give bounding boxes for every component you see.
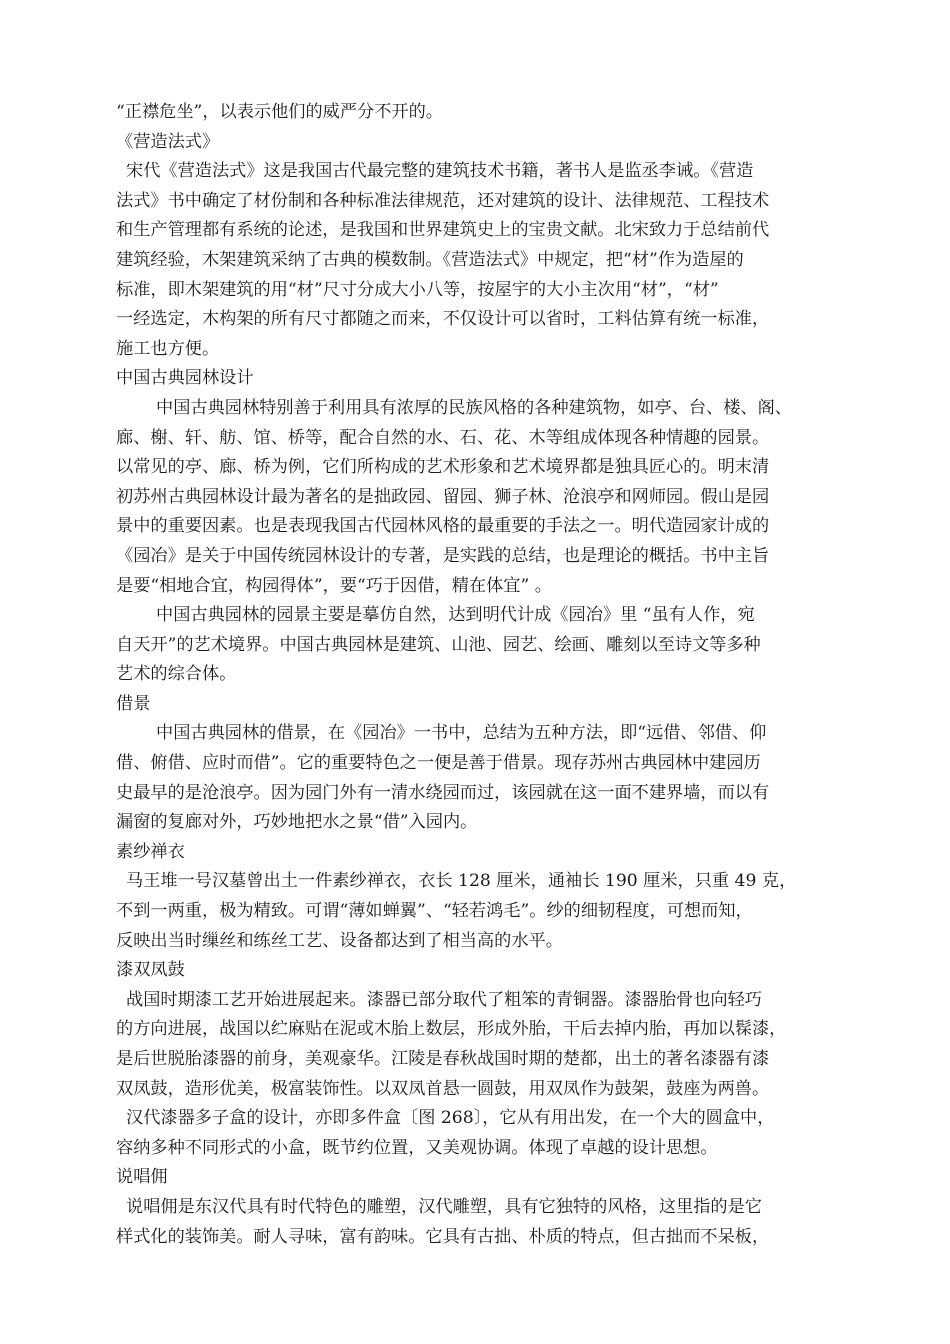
text-line: 《园冶》是关于中国传统园林设计的专著，是实践的总结，也是理论的概括。书中主旨 xyxy=(116,545,770,566)
paragraph xyxy=(116,867,864,956)
document-section xyxy=(116,98,864,128)
text-line: 景中的重要因素。也是表现我国古代园林风格的最重要的手法之一。明代造园家计成的 xyxy=(116,516,770,537)
text-line: 中国古典园林的园景主要是摹仿自然，达到明代计成《园冶》里 “虽有人作，宛 xyxy=(156,605,755,626)
text-line: “正襟危坐”，以表示他们的威严分不开的。 xyxy=(116,102,443,122)
text-line: 宋代《营造法式》这是我国古代最完整的建筑技术书籍，著书人是监丞李诫。《营造 xyxy=(126,161,754,182)
text-line: 说唱佣是东汉代具有时代特色的雕塑，汉代雕塑，具有它独特的风格，这里指的是它 xyxy=(126,1196,762,1217)
document-section xyxy=(116,1163,864,1252)
paragraph xyxy=(116,1104,864,1163)
section-heading: 漆双凤鼓 xyxy=(116,960,185,981)
section-heading: 借景 xyxy=(116,693,151,714)
paragraph xyxy=(116,1193,864,1252)
text-line: 漏窗的复廊对外，巧妙地把水之景“借”入园内。 xyxy=(116,812,478,833)
text-line: 样式化的装饰美。耐人寻味，富有韵味。它具有古拙、朴质的特点，但古拙而不呆板， xyxy=(116,1226,770,1247)
text-line: 和生产管理都有系统的论述，是我国和世界建筑史上的宝贵文献。北宋致力于总结前代 xyxy=(116,220,770,241)
paragraph xyxy=(116,986,864,1104)
section-heading: 中国古典园林设计 xyxy=(116,368,254,389)
paragraph xyxy=(116,98,864,128)
document-section xyxy=(116,690,864,838)
section-heading: 《营造法式》 xyxy=(116,131,220,152)
text-line: 自天开”的艺术境界。中国古典园林是建筑、山池、园艺、绘画、雕刻以至诗文等多种 xyxy=(116,634,761,655)
text-line: 中国古典园林特别善于利用具有浓厚的民族风格的各种建筑物，如亭、台、楼、阁、 xyxy=(156,397,792,418)
text-line: 以常见的亭、廊、桥为例，它们所构成的艺术形象和艺术境界都是独具匠心的。明末清 xyxy=(116,457,770,478)
text-line: 初苏州古典园林设计最为著名的是拙政园、留园、狮子林、沧浪亭和网师园。假山是园 xyxy=(116,486,770,507)
text-line: 的方向进展，战国以纻麻贴在泥或木胎上数层，形成外胎，干后去掉内胎，再加以髹漆， xyxy=(116,1019,787,1040)
text-line: 借、俯借、应时而借”。它的重要特色之一便是善于借景。现存苏州古典园林中建园历 xyxy=(116,753,761,774)
paragraph xyxy=(116,601,864,690)
text-line: 是要“相地合宜，构园得体”，要“巧于因借，精在体宜” 。 xyxy=(116,575,552,596)
paragraph xyxy=(116,719,864,837)
document-section xyxy=(116,838,864,956)
paragraph xyxy=(116,157,864,364)
paragraph xyxy=(116,394,864,601)
text-line: 施工也方便。 xyxy=(116,338,220,359)
text-line: 马王堆一号汉墓曾出土一件素纱禅衣，衣长 128 厘米，通袖长 190 厘米，只重 49 克， xyxy=(126,871,797,892)
text-line: 不到一两重，极为精致。可谓“薄如蝉翼”、“轻若鸿毛”。纱的细韧程度，可想而知， xyxy=(116,901,753,922)
text-line: 反映出当时缫丝和练丝工艺、设备都达到了相当高的水平。 xyxy=(116,930,563,951)
document-section xyxy=(116,956,864,1163)
text-line: 建筑经验，木架建筑采纳了古典的模数制。《营造法式》中规定，把“材”作为造屋的 xyxy=(116,249,744,270)
document-page xyxy=(116,98,864,1252)
text-line: 艺术的综合体。 xyxy=(116,664,237,685)
text-line: 是后世脱胎漆器的前身，美观豪华。江陵是春秋战国时期的楚都，出土的著名漆器有漆 xyxy=(116,1049,770,1069)
document-section xyxy=(116,364,864,690)
text-line: 一经选定，木构架的所有尺寸都随之而来，不仅设计可以省时，工料估算有统一标准， xyxy=(116,309,770,330)
text-line: 史最早的是沧浪亭。因为园门外有一清水绕园而过，该园就在这一面不建界墙，而以有 xyxy=(116,782,770,803)
text-line: 双凤鼓，造形优美，极富装饰性。以双凤首悬一圆鼓，用双凤作为鼓架，鼓座为两兽。 xyxy=(116,1078,770,1099)
document-section xyxy=(116,128,864,365)
text-line: 容纳多种不同形式的小盒，既节约位置，又美观协调。体现了卓越的设计思想。 xyxy=(116,1137,718,1158)
section-heading: 说唱佣 xyxy=(116,1167,168,1188)
text-line: 标准，即木架建筑的用“材”尺寸分成大小八等，按屋宇的大小主次用“材”，“材” xyxy=(116,279,719,300)
text-line: 汉代漆器多子盒的设计，亦即多件盒〔图 268〕，它从有用出发，在一个大的圆盒中， xyxy=(126,1108,775,1129)
text-line: 中国古典园林的借景，在《园冶》一书中，总结为五种方法，即“远借、邻借、仰 xyxy=(156,723,767,744)
section-heading: 素纱禅衣 xyxy=(116,841,185,862)
text-line: 廊、榭、轩、舫、馆、桥等，配合自然的水、石、花、木等组成体现各种情趣的园景。 xyxy=(116,427,770,448)
text-line: 战国时期漆工艺开始进展起来。漆器已部分取代了粗笨的青铜器。漆器胎骨也向轻巧 xyxy=(126,989,762,1010)
text-line: 法式》书中确定了材份制和各种标准法律规范，还对建筑的设计、法律规范、工程技术 xyxy=(116,190,770,211)
